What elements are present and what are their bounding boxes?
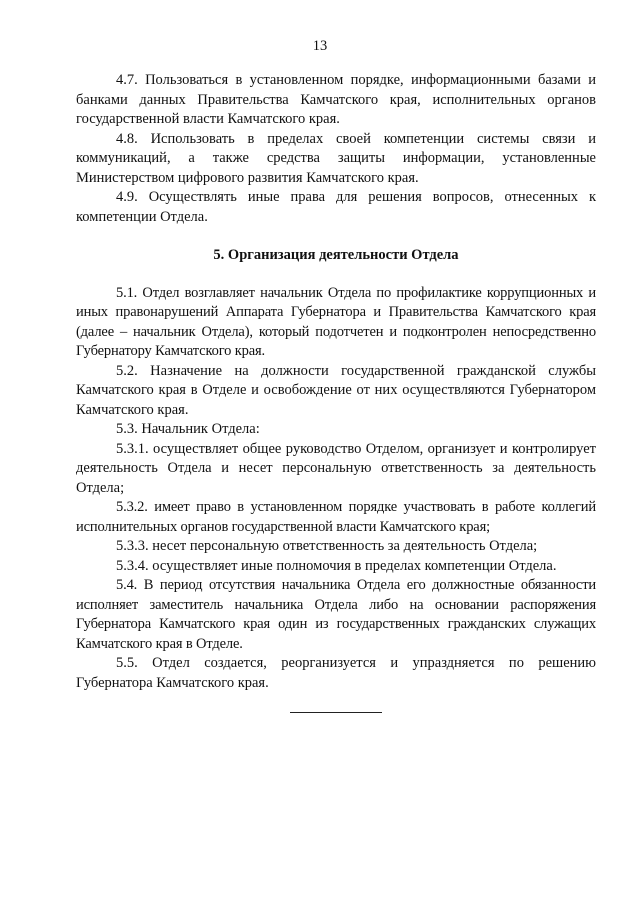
paragraph-5-2: 5.2. Назначение на должности государственной гражданской службы Камчатского края в Отделе и освобождение от них осуществляются Губернатором Камчатского края. [76,362,596,418]
paragraph-5-5: 5.5. Отдел создается, реорганизуется и упраздняется по решению Губернатора Камчатского края. [76,655,596,691]
paragraph-5-3-1: 5.3.1. осуществляет общее руководство Отделом, организует и контролирует деятельность Отдела и несет персональную ответственность за деятельность Отдела; [76,440,596,496]
paragraph-5-3: 5.3. Начальник Отдела: [116,421,260,437]
document-body [76,71,596,713]
paragraph-5-4: 5.4. В период отсутствия начальника Отдела его должностные обязанности исполняет заместитель начальника Отдела либо на основании распоряжения Губернатора Камчатского края один из государственных гражданских служащих Камчатского края в Отделе. [76,577,596,652]
paragraph-5-3-2: 5.3.2. имеет право в установленном порядке участвовать в работе коллегий исполнительных органов государственной власти Камчатского края; [76,499,596,535]
paragraph-5-3-4: 5.3.4. осуществляет иные полномочия в пределах компетенции Отдела. [116,557,557,574]
page-number: 13 [312,38,328,54]
paragraph-5-3-3: 5.3.3. несет персональную ответственность за деятельность Отдела; [116,538,538,554]
paragraph-4-8: 4.8. Использовать в пределах своей компетенции системы связи и коммуникаций, а также средства защиты информации, установленные Министерством цифрового развития Камчатского края. [76,130,596,186]
paragraph-4-7: 4.7. Пользоваться в установленном порядке, информационными базами и банками данных Правительства Камчатского края, исполнительных органов государственной власти Камчатского края. [76,72,596,127]
paragraph-5-1: 5.1. Отдел возглавляет начальник Отдела по профилактике коррупционных и иных правонарушений Аппарата Губернатора и Правительства Камчатского края (далее – начальник Отдела), который подотчетен и подконтролен непосредственно Губернатору Камчатского края. [76,284,596,359]
closing-rule [290,712,382,713]
section-5-heading: 5. Организация деятельности Отдела [213,247,459,263]
paragraph-4-9: 4.9. Осуществлять иные права для решения вопросов, отнесенных к компетенции Отдела. [76,189,596,225]
